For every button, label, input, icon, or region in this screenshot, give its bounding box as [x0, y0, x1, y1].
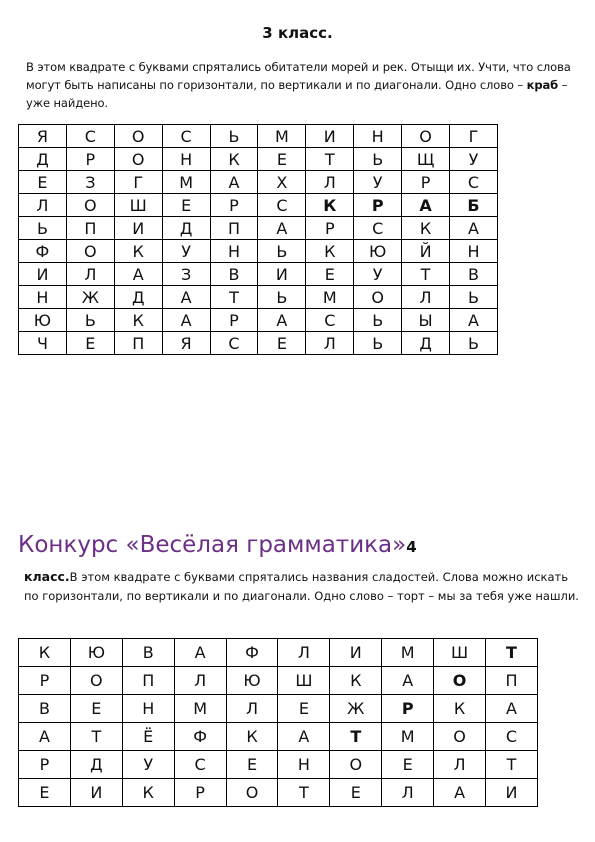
grid-cell: П — [486, 667, 538, 695]
grid-cell: Л — [174, 667, 226, 695]
section2-found-word: торт — [397, 588, 425, 603]
grid-cell: Л — [226, 695, 278, 723]
grid-cell: М — [306, 286, 354, 309]
grid-row — [19, 194, 498, 217]
grid-cell: Р — [174, 779, 226, 807]
grid-cell: Л — [434, 751, 486, 779]
grade-label: класс. — [24, 569, 70, 584]
grid-cell: Н — [210, 240, 258, 263]
grid-row — [19, 751, 538, 779]
grid-row — [19, 779, 538, 807]
grid-cell: Р — [402, 171, 450, 194]
grid-cell: Р — [66, 148, 114, 171]
section1-intro-text: В этом квадрате с буквами спрятались обитатели морей и рек. Отыщи их. Учти, что слова могут быть написаны по горизонтали, по вертикали и по диагонали. Одно слово – — [26, 60, 571, 92]
grid-cell: Л — [306, 332, 354, 355]
grid-cell: Ь — [354, 148, 402, 171]
grid-cell: Д — [19, 148, 67, 171]
grid-cell: Ж — [330, 695, 382, 723]
section1-instructions — [26, 58, 578, 112]
grid-cell: Т — [330, 723, 382, 751]
grid-cell: Ы — [402, 309, 450, 332]
grid-cell: А — [434, 779, 486, 807]
grid-cell: И — [330, 639, 382, 667]
grid-cell: Е — [382, 751, 434, 779]
grid-cell: Я — [19, 125, 67, 148]
grid-cell: В — [450, 263, 498, 286]
word-search-grid-1 — [18, 124, 498, 355]
grid-cell: Е — [278, 695, 330, 723]
grid-cell: Ь — [450, 286, 498, 309]
grid-cell: Е — [19, 171, 67, 194]
grid-cell: А — [486, 695, 538, 723]
grid-cell: Ю — [354, 240, 402, 263]
grid-row — [19, 148, 498, 171]
grid-cell: И — [70, 779, 122, 807]
grid-row — [19, 695, 538, 723]
grid-cell: Т — [278, 779, 330, 807]
grid-cell: А — [402, 194, 450, 217]
grid-cell: А — [258, 309, 306, 332]
grid-cell: У — [354, 263, 402, 286]
grid-cell: Ф — [174, 723, 226, 751]
grid-row — [19, 667, 538, 695]
grid-cell: К — [114, 240, 162, 263]
grid-cell: О — [114, 125, 162, 148]
section2-instructions — [24, 568, 584, 605]
grid-cell: А — [174, 639, 226, 667]
grid-cell: К — [19, 639, 71, 667]
grid-cell: Ф — [19, 240, 67, 263]
grid-cell: Р — [306, 217, 354, 240]
grid-cell: К — [434, 695, 486, 723]
grid-cell: Ш — [434, 639, 486, 667]
grid-row — [19, 171, 498, 194]
grid-cell: Н — [162, 148, 210, 171]
grid-cell: Я — [162, 332, 210, 355]
grid-cell: О — [66, 194, 114, 217]
grid-cell: Й — [402, 240, 450, 263]
grid-cell: А — [19, 723, 71, 751]
grid-cell: А — [450, 309, 498, 332]
grid-cell: У — [450, 148, 498, 171]
grid-cell: Л — [66, 263, 114, 286]
section2-intro-text-end: – мы за тебя уже нашли. — [424, 588, 579, 603]
contest-heading — [18, 532, 588, 558]
grid-cell: С — [354, 217, 402, 240]
grid-cell: А — [114, 263, 162, 286]
grid-cell: Ь — [210, 125, 258, 148]
section1-intro-text-end: – уже найдено. — [26, 78, 568, 110]
grid-cell: Ю — [226, 667, 278, 695]
grid-cell: С — [258, 194, 306, 217]
grid-cell: Ё — [122, 723, 174, 751]
grid-cell: Р — [210, 194, 258, 217]
grid-row — [19, 263, 498, 286]
grid-cell: Т — [486, 751, 538, 779]
grid-cell: А — [258, 217, 306, 240]
grid-cell: К — [330, 667, 382, 695]
grid-cell: Е — [66, 332, 114, 355]
contest-title: Конкурс «Весёлая грамматика» — [18, 532, 407, 558]
grid-cell: М — [174, 695, 226, 723]
grid-cell: З — [162, 263, 210, 286]
grid-cell: Т — [210, 286, 258, 309]
grid-cell: Е — [258, 148, 306, 171]
grid-cell: С — [450, 171, 498, 194]
grid-row — [19, 217, 498, 240]
grid-cell: И — [258, 263, 306, 286]
grid-cell: О — [70, 667, 122, 695]
grid-cell: Е — [330, 779, 382, 807]
grid-cell: П — [210, 217, 258, 240]
grid-row — [19, 309, 498, 332]
grid-cell: Е — [162, 194, 210, 217]
grid-cell: Ж — [66, 286, 114, 309]
grid-cell: К — [306, 240, 354, 263]
grid-cell: Т — [402, 263, 450, 286]
grid-cell: З — [66, 171, 114, 194]
section1-title: 3 класс. — [262, 24, 333, 42]
grid-cell: В — [19, 695, 71, 723]
grid-cell: Ь — [258, 240, 306, 263]
grid-cell: К — [210, 148, 258, 171]
grid-cell: О — [434, 667, 486, 695]
grid-cell: Д — [70, 751, 122, 779]
grid-cell: О — [354, 286, 402, 309]
grid-cell: А — [278, 723, 330, 751]
grid-cell: Ь — [258, 286, 306, 309]
grid-cell: М — [382, 723, 434, 751]
grid-cell: И — [114, 217, 162, 240]
grid-cell: О — [330, 751, 382, 779]
grid-cell: Л — [19, 194, 67, 217]
grid-cell: Ь — [354, 309, 402, 332]
grid-cell: И — [486, 779, 538, 807]
grid-cell: Р — [354, 194, 402, 217]
grid-cell: Д — [162, 217, 210, 240]
grid-cell: О — [66, 240, 114, 263]
grid-cell: Т — [70, 723, 122, 751]
grid-cell: О — [434, 723, 486, 751]
grid-cell: Н — [450, 240, 498, 263]
grid-row — [19, 639, 538, 667]
grid-cell: В — [122, 639, 174, 667]
grid-cell: О — [402, 125, 450, 148]
grid-cell: С — [486, 723, 538, 751]
grid-cell: Щ — [402, 148, 450, 171]
grade-number: 4 — [406, 538, 417, 556]
word-search-grid-2 — [18, 638, 538, 807]
grid-cell: Т — [306, 148, 354, 171]
grid-cell: Ь — [19, 217, 67, 240]
grid-cell: Ч — [19, 332, 67, 355]
grid-cell: Г — [114, 171, 162, 194]
grid-cell: А — [162, 286, 210, 309]
grid-cell: А — [382, 667, 434, 695]
grid-cell: Р — [210, 309, 258, 332]
grid-cell: А — [162, 309, 210, 332]
grid-cell: Ш — [114, 194, 162, 217]
grid-cell: Р — [19, 751, 71, 779]
grid-cell: Н — [19, 286, 67, 309]
grid-cell: У — [122, 751, 174, 779]
grid-cell: П — [66, 217, 114, 240]
grid-cell: Е — [258, 332, 306, 355]
grid-cell: К — [402, 217, 450, 240]
grid-cell: Т — [486, 639, 538, 667]
grid-cell: О — [114, 148, 162, 171]
grid-cell: И — [306, 125, 354, 148]
grid-cell: Р — [19, 667, 71, 695]
grid-row — [19, 286, 498, 309]
grid-cell: Ь — [450, 332, 498, 355]
grid-row — [19, 332, 498, 355]
grid-cell: М — [258, 125, 306, 148]
grid-cell: Е — [306, 263, 354, 286]
grid-cell: А — [210, 171, 258, 194]
grid-cell: Н — [122, 695, 174, 723]
grid-cell: И — [19, 263, 67, 286]
grid-cell: М — [382, 639, 434, 667]
grid-cell: Р — [382, 695, 434, 723]
section2-intro-text: В этом квадрате с буквами спрятались названия сладостей. Слова можно искать по горизонтали, по вертикали и по диагонали. Одно слово – — [24, 570, 569, 603]
grid-cell: Ь — [66, 309, 114, 332]
grid-cell: Ш — [278, 667, 330, 695]
grid-cell: П — [122, 667, 174, 695]
grid-cell: У — [162, 240, 210, 263]
grid-cell: Е — [226, 751, 278, 779]
grid-cell: Ь — [354, 332, 402, 355]
grid-cell: У — [354, 171, 402, 194]
grid-cell: К — [226, 723, 278, 751]
grid-cell: К — [122, 779, 174, 807]
grid-cell: Л — [306, 171, 354, 194]
grid-cell: Л — [382, 779, 434, 807]
grid-cell: Ф — [226, 639, 278, 667]
grid-cell: Е — [19, 779, 71, 807]
grid-cell: Б — [450, 194, 498, 217]
grid-cell: В — [210, 263, 258, 286]
section1-found-word: краб — [526, 78, 559, 92]
grid-cell: С — [66, 125, 114, 148]
grid-cell: О — [226, 779, 278, 807]
grid-cell: П — [114, 332, 162, 355]
grid-cell: С — [306, 309, 354, 332]
grid-cell: С — [174, 751, 226, 779]
grid-cell: Л — [402, 286, 450, 309]
grid-cell: Ю — [70, 639, 122, 667]
grid-cell: С — [162, 125, 210, 148]
grid-cell: Е — [70, 695, 122, 723]
grid-cell: С — [210, 332, 258, 355]
grid-row — [19, 723, 538, 751]
grid-cell: Н — [278, 751, 330, 779]
grid-cell: Д — [114, 286, 162, 309]
grid-cell: К — [306, 194, 354, 217]
grid-row — [19, 125, 498, 148]
grid-cell: Г — [450, 125, 498, 148]
grid-cell: Х — [258, 171, 306, 194]
grid-cell: Ю — [19, 309, 67, 332]
grid-cell: Л — [278, 639, 330, 667]
grid-row — [19, 240, 498, 263]
grid-cell: Д — [402, 332, 450, 355]
grid-cell: М — [162, 171, 210, 194]
grid-cell: А — [450, 217, 498, 240]
grid-cell: Н — [354, 125, 402, 148]
grid-cell: К — [114, 309, 162, 332]
